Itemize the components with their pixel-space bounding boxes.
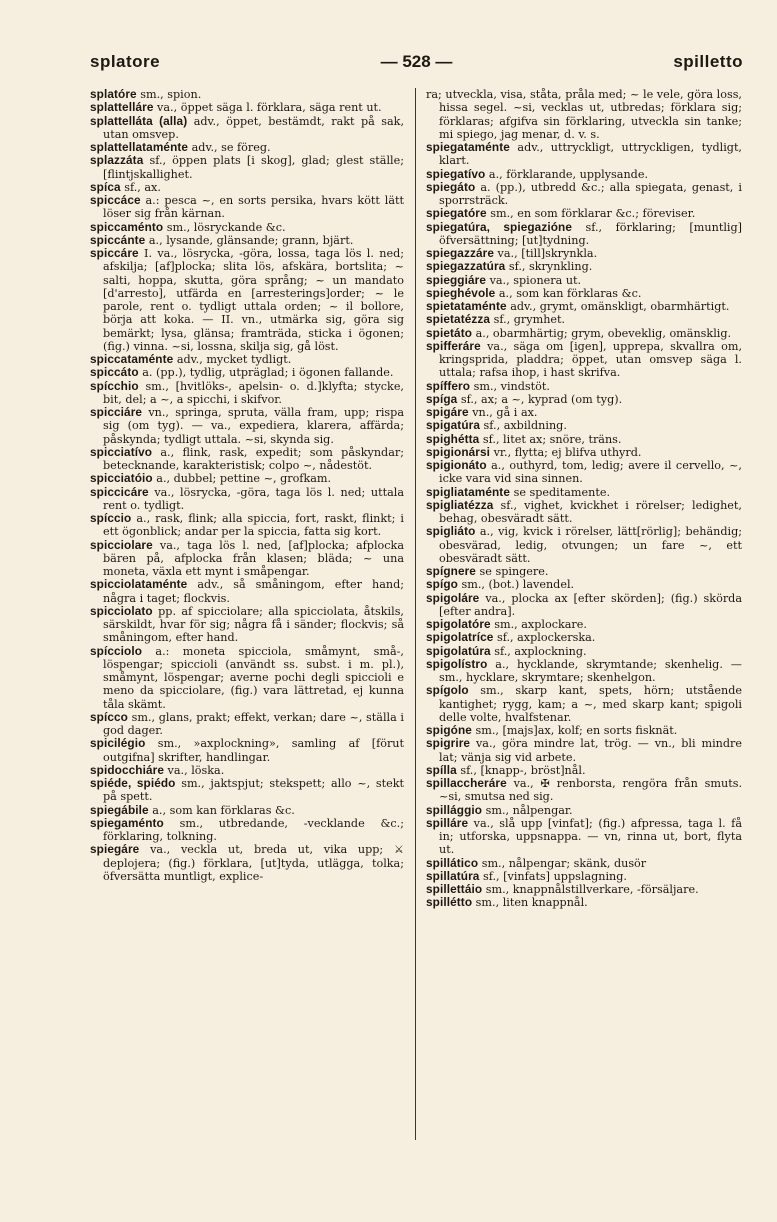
headword: spietatézza (426, 312, 491, 327)
headword: spigliáto (426, 524, 476, 539)
dictionary-entry (90, 804, 404, 817)
definition: sf., ax; a ~, kyprad (om tyg). (457, 392, 623, 406)
dictionary-entry (90, 645, 404, 711)
headword: spietataménte (426, 299, 507, 313)
dictionary-entry (426, 499, 742, 526)
definition: sf., förklaring; [muntlig] öfversättning; [ut]tydning. (439, 220, 742, 247)
dictionary-entry (426, 896, 742, 909)
headword: spiccáce (90, 193, 141, 207)
definition: sm., glans, prakt; effekt, verkan; dare ~, ställa i god dager. (103, 710, 404, 737)
dictionary-entry (426, 565, 742, 578)
dictionary-entry (426, 618, 742, 631)
headword: spigrire (426, 736, 471, 751)
dictionary-entry (90, 486, 404, 513)
headword: spigionáto (426, 458, 487, 472)
page-header (90, 52, 743, 78)
headword: spíga (426, 391, 458, 406)
dictionary-entry (90, 472, 404, 485)
dictionary-entry (426, 181, 742, 208)
headword: spiccataménte (90, 352, 174, 366)
definition: a. (pp.), tydlig, utpräglad; i ögonen fallande. (138, 366, 394, 380)
headword: spietáto (426, 325, 473, 340)
headword: spíccio (90, 511, 132, 525)
dictionary-entry (90, 366, 404, 379)
dictionary-entry (90, 380, 404, 407)
definition: adv., mycket tydligt. (173, 353, 292, 366)
dictionary-entry (426, 592, 742, 619)
definition: sm., utbredande, -vecklande &c.; förklaring, tolkning. (103, 816, 404, 843)
dictionary-entry (426, 486, 742, 499)
definition: sm., [hvitlöks-, apelsin- o. d.]klyfta; stycke, bit, del; a ~, a spicchi, i skifvor. (103, 379, 404, 406)
headword: spigliatézza (426, 497, 494, 512)
headword: spigolatúra (426, 643, 491, 658)
dictionary-entry (426, 287, 742, 300)
headword: spillággio (426, 802, 483, 817)
definition: sf., vighet, kvickhet i rörelser; ledighet, behag, obesväradt sätt. (439, 498, 742, 525)
headword: spicciolato (90, 603, 153, 618)
dictionary-entry (90, 605, 404, 645)
definition: adv., uttryckligt, uttryckligen, tydligt, klart. (439, 141, 742, 168)
page-number: — 528 — (380, 52, 453, 71)
dictionary-entry (90, 194, 404, 221)
headword: spigáre (426, 405, 469, 419)
dictionary-entry (426, 724, 742, 737)
dictionary-entry (426, 737, 742, 764)
dictionary-entry (426, 804, 742, 817)
definition: sm., axplockare. (490, 618, 587, 631)
dictionary-entry (90, 141, 404, 154)
dictionary-entry (426, 406, 742, 419)
dictionary-entry (90, 101, 404, 114)
definition: va., lösrycka, -göra, taga lös l. ned; uttala rent o. tydligt. (103, 485, 404, 512)
headword: spillétto (426, 895, 473, 910)
headword: spiegábile (90, 802, 149, 817)
definition: a., förklarande, upplysande. (485, 167, 649, 181)
dictionary-entry (90, 539, 404, 579)
dictionary-entry (90, 737, 404, 764)
definition: sf., axbildning. (480, 419, 567, 433)
headword: spiegatóre (426, 206, 487, 221)
definition: sf., ax. (120, 180, 161, 194)
definition: sm., skarp kant, spets, hörn; utstående kantighet; rygg, kam; a ~, med skarp kant; spigoli delle volte, hvalfstenar. (439, 684, 742, 724)
headword: spiegatúra, spiegazióne (426, 219, 572, 234)
headword: spillettáio (426, 882, 483, 896)
header-right-guide-word: spilletto (673, 52, 743, 71)
definition: sf., grymhet. (490, 313, 566, 327)
dictionary-entry (426, 260, 742, 273)
dictionary-entry (426, 207, 742, 220)
dictionary-entry (90, 578, 404, 605)
dictionary-entry (90, 777, 404, 804)
headword: spiéde, spiédo (90, 776, 176, 790)
definition: se spingere. (475, 565, 549, 578)
definition: sf., [knapp-, bröst]nål. (456, 763, 586, 777)
definition: vn., gå i ax. (468, 406, 538, 419)
headword: spíffero (426, 378, 471, 393)
definition: sm., »axplockning», samling af [förut outgifna] skrifter, handlingar. (103, 737, 404, 764)
headword: spieggiáre (426, 272, 487, 287)
headword: spilláre (426, 815, 469, 830)
dictionary-entry (426, 327, 742, 340)
definition: a., som kan förklaras &c. (495, 286, 642, 300)
definition: adv., öppet, bestämdt, rakt på sak, utan omsvep. (103, 114, 405, 141)
definition: sm., nålpengar. (482, 803, 573, 817)
dictionary-entry (426, 870, 742, 883)
dictionary-entry (90, 88, 404, 101)
definition: sm., lösryckande &c. (163, 220, 286, 234)
headword: spicciáre (90, 405, 143, 419)
headword: spighétta (426, 431, 480, 446)
definition: a., hycklande, skrymtande; skenhelig. — sm., hycklare, skrymtare; skenhelgon. (439, 657, 742, 684)
right-column (426, 88, 742, 910)
dictionary-entry (426, 525, 742, 565)
dictionary-entry (90, 221, 404, 234)
headword: spigolatóre (426, 617, 491, 631)
dictionary-entry (90, 247, 404, 353)
definition: sm., en som förklarar &c.; föreviser. (486, 207, 696, 221)
dictionary-entry (426, 857, 742, 870)
headword: spigatúra (426, 418, 480, 433)
headword: spigliataménte (426, 484, 511, 499)
headword: spicciolataménte (90, 577, 188, 592)
headword: spiegáre (90, 842, 140, 857)
definition: vn., springa, spruta, välla fram, upp; rispa sig (om tyg). — va., expediera, klarera, affärda; påskynda; tydligt uttala. ~si, skynda sig. (103, 406, 404, 446)
definition: sf., litet ax; snöre, träns. (479, 432, 622, 446)
headword: spiegaménto (90, 815, 164, 830)
headword: spígnere (426, 564, 476, 578)
definition: adv., så småningom, efter hand; några i taget; flockvis. (103, 578, 404, 605)
definition: a., dubbel; pettine ~, grofkam. (152, 472, 332, 486)
definition: sm., (bot.) lavendel. (457, 578, 575, 592)
definition: sf., [vinfats] uppslagning. (479, 869, 627, 883)
definition: a., som kan förklaras &c. (148, 803, 295, 817)
definition: sm., jaktspjut; stekspett; allo ~, stekt på spett. (103, 777, 404, 804)
definition: va., plocka ax [efter skörden]; (fig.) skörda [efter andra]. (439, 591, 742, 618)
headword: splatóre (90, 87, 137, 101)
dictionary-entry (426, 300, 742, 313)
headword: spidocchiáre (90, 762, 164, 777)
dictionary-entry (90, 512, 404, 539)
headword: spícciolo (90, 643, 143, 658)
definition: sf., axplockerska. (493, 631, 596, 645)
dictionary-entry (426, 340, 742, 380)
dictionary-entry (426, 141, 742, 168)
headword: spiegazzatúra (426, 259, 506, 274)
definition: a., lysande, glänsande; grann, bjärt. (145, 233, 354, 247)
headword: spigionársi (426, 444, 491, 459)
headword: spieghévole (426, 285, 496, 300)
dictionary-entry (426, 168, 742, 181)
definition: a. (pp.), utbredd &c.; alla spiegata, genast, i sporrsträck. (439, 180, 742, 207)
dictionary-entry (90, 764, 404, 777)
definition: va., öppet säga l. förklara, säga rent ut. (153, 101, 382, 115)
dictionary-entry (90, 181, 404, 194)
definition: adv., se föreg. (188, 141, 271, 154)
definition: va., veckla ut, breda ut, vika upp; ⚔ deplojera; (fig.) förklara, [ut]tyda, utlägga, tolka; öfversätta muntligt, explice- (103, 843, 404, 883)
headword: spiccaménto (90, 219, 164, 234)
headword: splattellataménte (90, 140, 189, 154)
headword: spicciatóio (90, 471, 153, 486)
dictionary-entry (426, 459, 742, 486)
definition: sm., vindstöt. (470, 379, 550, 393)
headword: spifferáre (426, 338, 481, 353)
dictionary-entry (426, 658, 742, 685)
headword: spillático (426, 855, 479, 870)
headword: spíca (90, 179, 121, 194)
dictionary-entry (426, 578, 742, 591)
dictionary-entry (90, 817, 404, 844)
headword: spigolatríce (426, 630, 494, 645)
left-column (90, 88, 404, 883)
headword: splazzáta (90, 153, 144, 168)
header-left-guide-word: splatore (90, 52, 161, 71)
dictionary-entry (426, 88, 742, 141)
definition: sm., nålpengar; skänk, dusör (478, 856, 647, 870)
dictionary-entry (90, 353, 404, 366)
headword: spillatúra (426, 868, 480, 883)
definition: se speditamente. (510, 485, 611, 499)
dictionary-entry (426, 247, 742, 260)
definition: a., vig, kvick i rörelser, lätt[rörlig]; behändig; obesvärad, ledig, otvungen; un fare ~, ett obesväradt sätt. (439, 525, 742, 565)
headword: spícchio (90, 378, 139, 393)
dictionary-entry (426, 274, 742, 287)
definition: a., obarmhärtig; grym, obeveklig, omänsklig. (472, 326, 732, 340)
dictionary-entry (426, 645, 742, 658)
headword: splattelláta (alla) (90, 113, 188, 128)
headword: spiccáre (90, 246, 139, 260)
definition: va., säga om [igen], upprepa, skvallra om, kringsprida, pladdra; öppet, utan omsvep säga l. uttala; rafsa ihop, i hast skrifva. (439, 339, 742, 380)
definition: a., flink, rask, expedit; som påskyndar; betecknande, karakteristisk; colpo ~, nådestöt. (103, 445, 404, 472)
headword: spicciolare (90, 537, 153, 552)
definition: va., spionera ut. (486, 273, 582, 287)
headword: spiccáto (90, 365, 139, 380)
dictionary-entry (426, 684, 742, 724)
definition: va., [till]skrynkla. (493, 247, 598, 260)
headword: splattelláre (90, 100, 154, 115)
headword: spillaccheráre (426, 776, 507, 790)
dictionary-entry (90, 115, 404, 142)
dictionary-entry (90, 154, 404, 181)
definition: vr., flytta; ej blifva uthyrd. (490, 445, 642, 459)
definition: sm., knappnålstillverkare, -försäljare. (482, 883, 699, 896)
dictionary-entry (426, 777, 742, 804)
dictionary-entry (426, 380, 742, 393)
definition: sf., axplockning. (490, 644, 587, 658)
headword: spiegataménte (426, 140, 510, 154)
dictionary-entry (426, 817, 742, 857)
headword: spigoláre (426, 590, 480, 605)
definition: a.: pesca ~, en sorts persika, hvars kött lätt löser sig från kärnan. (103, 194, 404, 221)
dictionary-entry (90, 446, 404, 473)
dictionary-entry (426, 419, 742, 432)
headword: spílla (426, 762, 457, 777)
headword: spiccánte (90, 232, 146, 247)
headword: spícco (90, 709, 128, 724)
dictionary-entry (426, 221, 742, 248)
dictionary-entry (90, 843, 404, 883)
definition: pp. af spicciolare; alla spicciolata, åtskils, särskildt, hvar för sig; några få i sänder; flockvis; så småningom, efter hand. (103, 604, 404, 645)
definition: sm., liten knappnål. (472, 896, 588, 910)
headword: spígo (426, 577, 458, 592)
headword: spiegazzáre (426, 246, 494, 260)
headword: spiegáto (426, 179, 476, 194)
definition: a.: moneta spicciola, småmynt, små-, löspengar; spiccioli (användt ss. subst. i m. pl.), småmynt, löspengar; averne pochi degli spiccioli e meno da spicciolare, (fig.) vara lättretad, ej kunna tåla skämt. (103, 644, 404, 711)
definition: va., ✠ renborsta, rengöra från smuts. ~si, smutsa ned sig. (439, 777, 742, 804)
definition: sf., skrynkling. (505, 260, 593, 274)
definition: a., outhyrd, tom, ledig; avere il cervello, ~, icke vara vid sina sinnen. (439, 459, 742, 486)
dictionary-entry (90, 406, 404, 446)
dictionary-entry (426, 446, 742, 459)
dictionary-entry (426, 433, 742, 446)
headword: spicciatívo (90, 444, 153, 459)
headword: spicilégio (90, 736, 146, 751)
dictionary-entry (90, 711, 404, 738)
definition: va., taga lös l. ned, [af]plocka; afplocka bären på, afplocka från klasen; bläda; ~ una moneta, växla ett mynt i småpengar. (103, 538, 404, 578)
dictionary-entry (90, 234, 404, 247)
definition: sm., spion. (136, 88, 202, 101)
definition: va., göra mindre lat, trög. — vn., bli mindre lat; vänja sig vid arbete. (439, 737, 742, 764)
definition: ra; utveckla, visa, ståta, pråla med; ~ le vele, göra loss, hissa segel. ~si, vecklas ut, utbredas; förklara sig; förklaras; afgifva sin förklaring, utveckla sin tanke; mi spiego, jag menar, d. v. s. (426, 88, 742, 141)
headword: spigolístro (426, 656, 488, 671)
definition: I. va., lösrycka, -göra, lossa, taga lös l. ned; afskilja; [af]plocka; slita lös, afskära, bortslita; ~ salti, hoppa, skutta, göra språng; ~ un mandato [d'arresto], utfärda en [arresterings]order; ~ le parole, rent o. tydligt uttala orden; ~ il bollore, börja att koka. — II. vn., utmärka sig, göra sig bemärkt; lysa, glänsa; framträda, sticka i ögonen; (fig.) vinna. ~si, lossna, skilja sig, gå löst. (103, 247, 404, 353)
dictionary-entry (426, 883, 742, 896)
headword: spigóne (426, 723, 472, 737)
definition: adv., grymt, omänskligt, obarmhärtigt. (506, 300, 730, 313)
column-divider (415, 88, 416, 1140)
headword: spígolo (426, 683, 469, 698)
headword: spiegatívo (426, 166, 486, 181)
headword: spiccicáre (90, 484, 149, 499)
definition: a., rask, flink; alla spiccia, fort, raskt, flinkt; i ett ögonblick; andar per la spiccia, fatta sig kort. (103, 512, 404, 539)
definition: va., slå upp [vinfat]; (fig.) afpressa, taga l. få in; utforska, uppsnappa. — vn, rinna ut, bort, flyta ut. (439, 816, 742, 857)
dictionary-entry (426, 764, 742, 777)
dictionary-entry (426, 393, 742, 406)
dictionary-entry (426, 631, 742, 644)
definition: sm., [majs]ax, kolf; en sorts fisknät. (471, 724, 678, 737)
dictionary-entry (426, 313, 742, 326)
definition: va., löska. (163, 763, 225, 777)
definition: sf., öppen plats [i skog], glad; glest ställe; [flintjskallighet. (103, 154, 404, 181)
